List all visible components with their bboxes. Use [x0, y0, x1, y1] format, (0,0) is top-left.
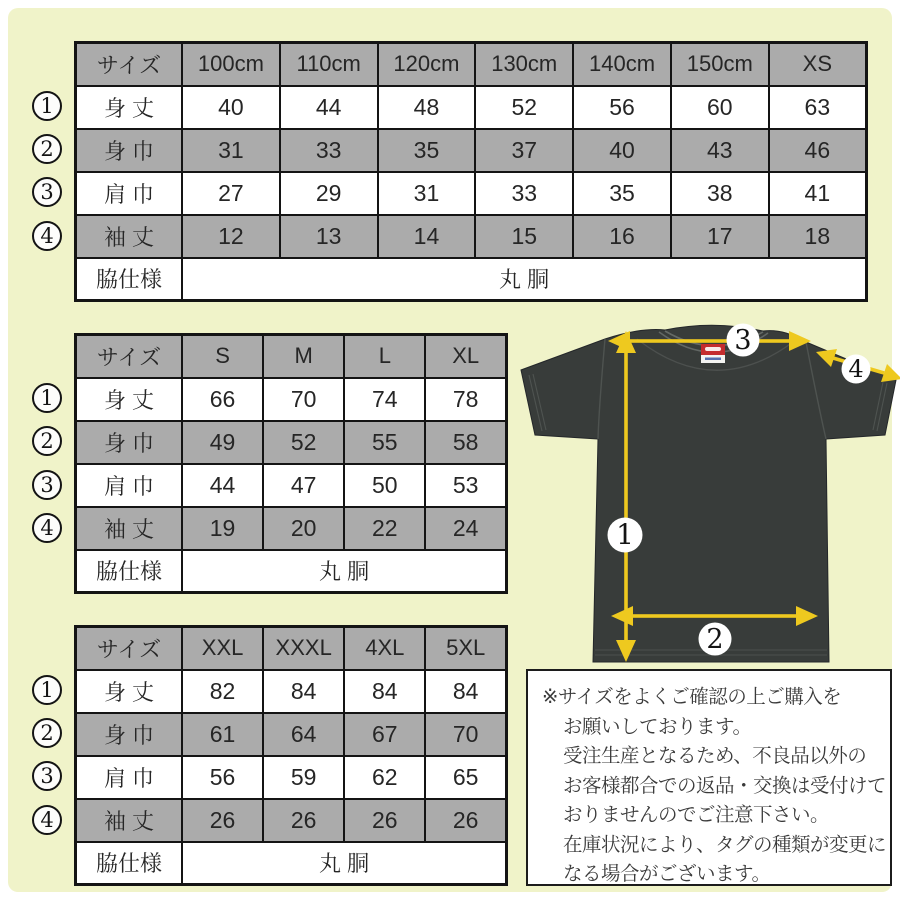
size-value-cell: 20	[263, 507, 344, 550]
kids-size-table	[74, 41, 868, 302]
size-value-cell: 38	[671, 172, 769, 215]
table-row	[76, 756, 507, 799]
size-value-cell: 41	[769, 172, 867, 215]
measure-label-cell: 身 丈	[76, 378, 183, 421]
badge-number-1: 1	[616, 518, 634, 551]
size-value-cell: 50	[344, 464, 425, 507]
size-header-cell: XL	[425, 335, 506, 378]
size-header-cell: サイズ	[76, 627, 183, 670]
note-line: お願いしております。	[563, 715, 752, 738]
size-value-cell: 31	[182, 129, 280, 172]
table-row	[76, 464, 507, 507]
size-value-cell: 70	[425, 713, 506, 756]
size-header-cell: M	[263, 335, 344, 378]
table-footer-row	[76, 842, 507, 885]
side-spec-label-cell: 脇仕様	[76, 258, 183, 301]
table-row	[76, 172, 867, 215]
size-value-cell: 40	[573, 129, 671, 172]
circled-number-3: 3	[32, 177, 62, 207]
circled-number-2: 2	[32, 134, 62, 164]
measure-label-cell: 袖 丈	[76, 799, 183, 842]
side-spec-value-cell: 丸 胴	[182, 258, 867, 301]
side-spec-label-cell: 脇仕様	[76, 550, 183, 593]
size-value-cell: 19	[182, 507, 263, 550]
side-spec-value-cell: 丸 胴	[182, 842, 507, 885]
size-header-cell: XXL	[182, 627, 263, 670]
size-value-cell: 52	[263, 421, 344, 464]
size-value-cell: 84	[425, 670, 506, 713]
size-header-cell: 4XL	[344, 627, 425, 670]
circled-number-2: 2	[32, 426, 62, 456]
side-spec-label-cell: 脇仕様	[76, 842, 183, 885]
size-header-cell: L	[344, 335, 425, 378]
size-value-cell: 18	[769, 215, 867, 258]
size-header-cell: S	[182, 335, 263, 378]
size-value-cell: 15	[475, 215, 573, 258]
size-value-cell: 29	[280, 172, 378, 215]
note-line: なる場合がございます。	[563, 863, 771, 885]
table-row	[76, 713, 507, 756]
size-header-cell: 100cm	[182, 43, 280, 86]
size-value-cell: 47	[263, 464, 344, 507]
size-value-cell: 22	[344, 507, 425, 550]
size-value-cell: 64	[263, 713, 344, 756]
size-value-cell: 61	[182, 713, 263, 756]
size-header-cell: 110cm	[280, 43, 378, 86]
circled-number-1: 1	[32, 675, 62, 705]
size-value-cell: 33	[280, 129, 378, 172]
note-line: おりませんのでご注意下さい。	[563, 804, 830, 826]
size-value-cell: 44	[182, 464, 263, 507]
size-value-cell: 62	[344, 756, 425, 799]
note-line: 受注生産となるため、不良品以外の	[563, 745, 867, 767]
size-value-cell: 46	[769, 129, 867, 172]
size-value-cell: 56	[182, 756, 263, 799]
note-line: ※サイズをよくご確認の上ご購入を	[542, 686, 842, 708]
circled-number-4: 4	[32, 513, 62, 543]
size-value-cell: 52	[475, 86, 573, 129]
size-value-cell: 27	[182, 172, 280, 215]
circled-number-3: 3	[32, 761, 62, 791]
size-value-cell: 60	[671, 86, 769, 129]
measure-label-cell: 肩 巾	[76, 756, 183, 799]
table-footer-row	[76, 258, 867, 301]
size-header-cell: サイズ	[76, 43, 183, 86]
purchase-note-box	[526, 669, 892, 886]
size-value-cell: 58	[425, 421, 506, 464]
circled-number-3: 3	[32, 470, 62, 500]
badge-number-2: 2	[706, 624, 724, 655]
note-line: お客様都合での返品・交換は受付けて	[563, 774, 887, 797]
table-header-row	[76, 335, 507, 378]
table-header-row	[76, 43, 867, 86]
tshirt-illustration	[508, 318, 900, 668]
size-header-cell: サイズ	[76, 335, 183, 378]
size-value-cell: 26	[425, 799, 506, 842]
circled-number-1: 1	[32, 91, 62, 121]
measure-label-cell: 肩 巾	[76, 172, 183, 215]
size-value-cell: 56	[573, 86, 671, 129]
table-footer-row	[76, 550, 507, 593]
table-row	[76, 215, 867, 258]
size-header-cell: 5XL	[425, 627, 506, 670]
badge-number-4: 4	[848, 355, 864, 383]
size-value-cell: 48	[378, 86, 476, 129]
size-value-cell: 84	[344, 670, 425, 713]
measure-label-cell: 肩 巾	[76, 464, 183, 507]
size-value-cell: 67	[344, 713, 425, 756]
table-row	[76, 129, 867, 172]
size-value-cell: 82	[182, 670, 263, 713]
size-value-cell: 31	[378, 172, 476, 215]
measure-label-cell: 身 巾	[76, 129, 183, 172]
table-row	[76, 507, 507, 550]
size-value-cell: 63	[769, 86, 867, 129]
measure-label-cell: 身 丈	[76, 86, 183, 129]
size-header-cell: 130cm	[475, 43, 573, 86]
size-value-cell: 78	[425, 378, 506, 421]
size-value-cell: 37	[475, 129, 573, 172]
collar-brand-tag	[701, 344, 725, 363]
size-value-cell: 14	[378, 215, 476, 258]
measure-label-cell: 袖 丈	[76, 215, 183, 258]
size-value-cell: 26	[182, 799, 263, 842]
table-header-row	[76, 627, 507, 670]
circled-number-4: 4	[32, 805, 62, 835]
side-spec-value-cell: 丸 胴	[182, 550, 507, 593]
size-value-cell: 35	[573, 172, 671, 215]
size-value-cell: 33	[475, 172, 573, 215]
size-value-cell: 16	[573, 215, 671, 258]
size-value-cell: 26	[263, 799, 344, 842]
size-value-cell: 13	[280, 215, 378, 258]
size-value-cell: 35	[378, 129, 476, 172]
size-value-cell: 74	[344, 378, 425, 421]
circled-number-4: 4	[32, 221, 62, 251]
measure-label-cell: 身 丈	[76, 670, 183, 713]
size-value-cell: 53	[425, 464, 506, 507]
plus-size-table	[74, 625, 508, 886]
size-value-cell: 12	[182, 215, 280, 258]
size-value-cell: 59	[263, 756, 344, 799]
table-row	[76, 378, 507, 421]
size-value-cell: 43	[671, 129, 769, 172]
size-chart-panel	[8, 8, 892, 892]
size-value-cell: 49	[182, 421, 263, 464]
note-line: 在庫状況により、タグの種類が変更に	[563, 833, 887, 856]
size-value-cell: 40	[182, 86, 280, 129]
table-row	[76, 799, 507, 842]
size-value-cell: 84	[263, 670, 344, 713]
measure-label-cell: 袖 丈	[76, 507, 183, 550]
size-header-cell: 140cm	[573, 43, 671, 86]
size-value-cell: 24	[425, 507, 506, 550]
size-value-cell: 66	[182, 378, 263, 421]
size-value-cell: 65	[425, 756, 506, 799]
badge-number-3: 3	[734, 325, 752, 356]
size-value-cell: 55	[344, 421, 425, 464]
size-value-cell: 26	[344, 799, 425, 842]
circled-number-1: 1	[32, 383, 62, 413]
measure-label-cell: 身 巾	[76, 421, 183, 464]
table-row	[76, 86, 867, 129]
size-header-cell: XS	[769, 43, 867, 86]
circled-number-2: 2	[32, 718, 62, 748]
size-header-cell: XXXL	[263, 627, 344, 670]
tshirt-body	[521, 325, 896, 662]
table-row	[76, 670, 507, 713]
tshirt-measurement-diagram	[508, 318, 900, 668]
size-value-cell: 44	[280, 86, 378, 129]
measure-label-cell: 身 巾	[76, 713, 183, 756]
size-header-cell: 120cm	[378, 43, 476, 86]
table-row	[76, 421, 507, 464]
size-value-cell: 17	[671, 215, 769, 258]
size-header-cell: 150cm	[671, 43, 769, 86]
size-value-cell: 70	[263, 378, 344, 421]
adult-size-table	[74, 333, 508, 594]
